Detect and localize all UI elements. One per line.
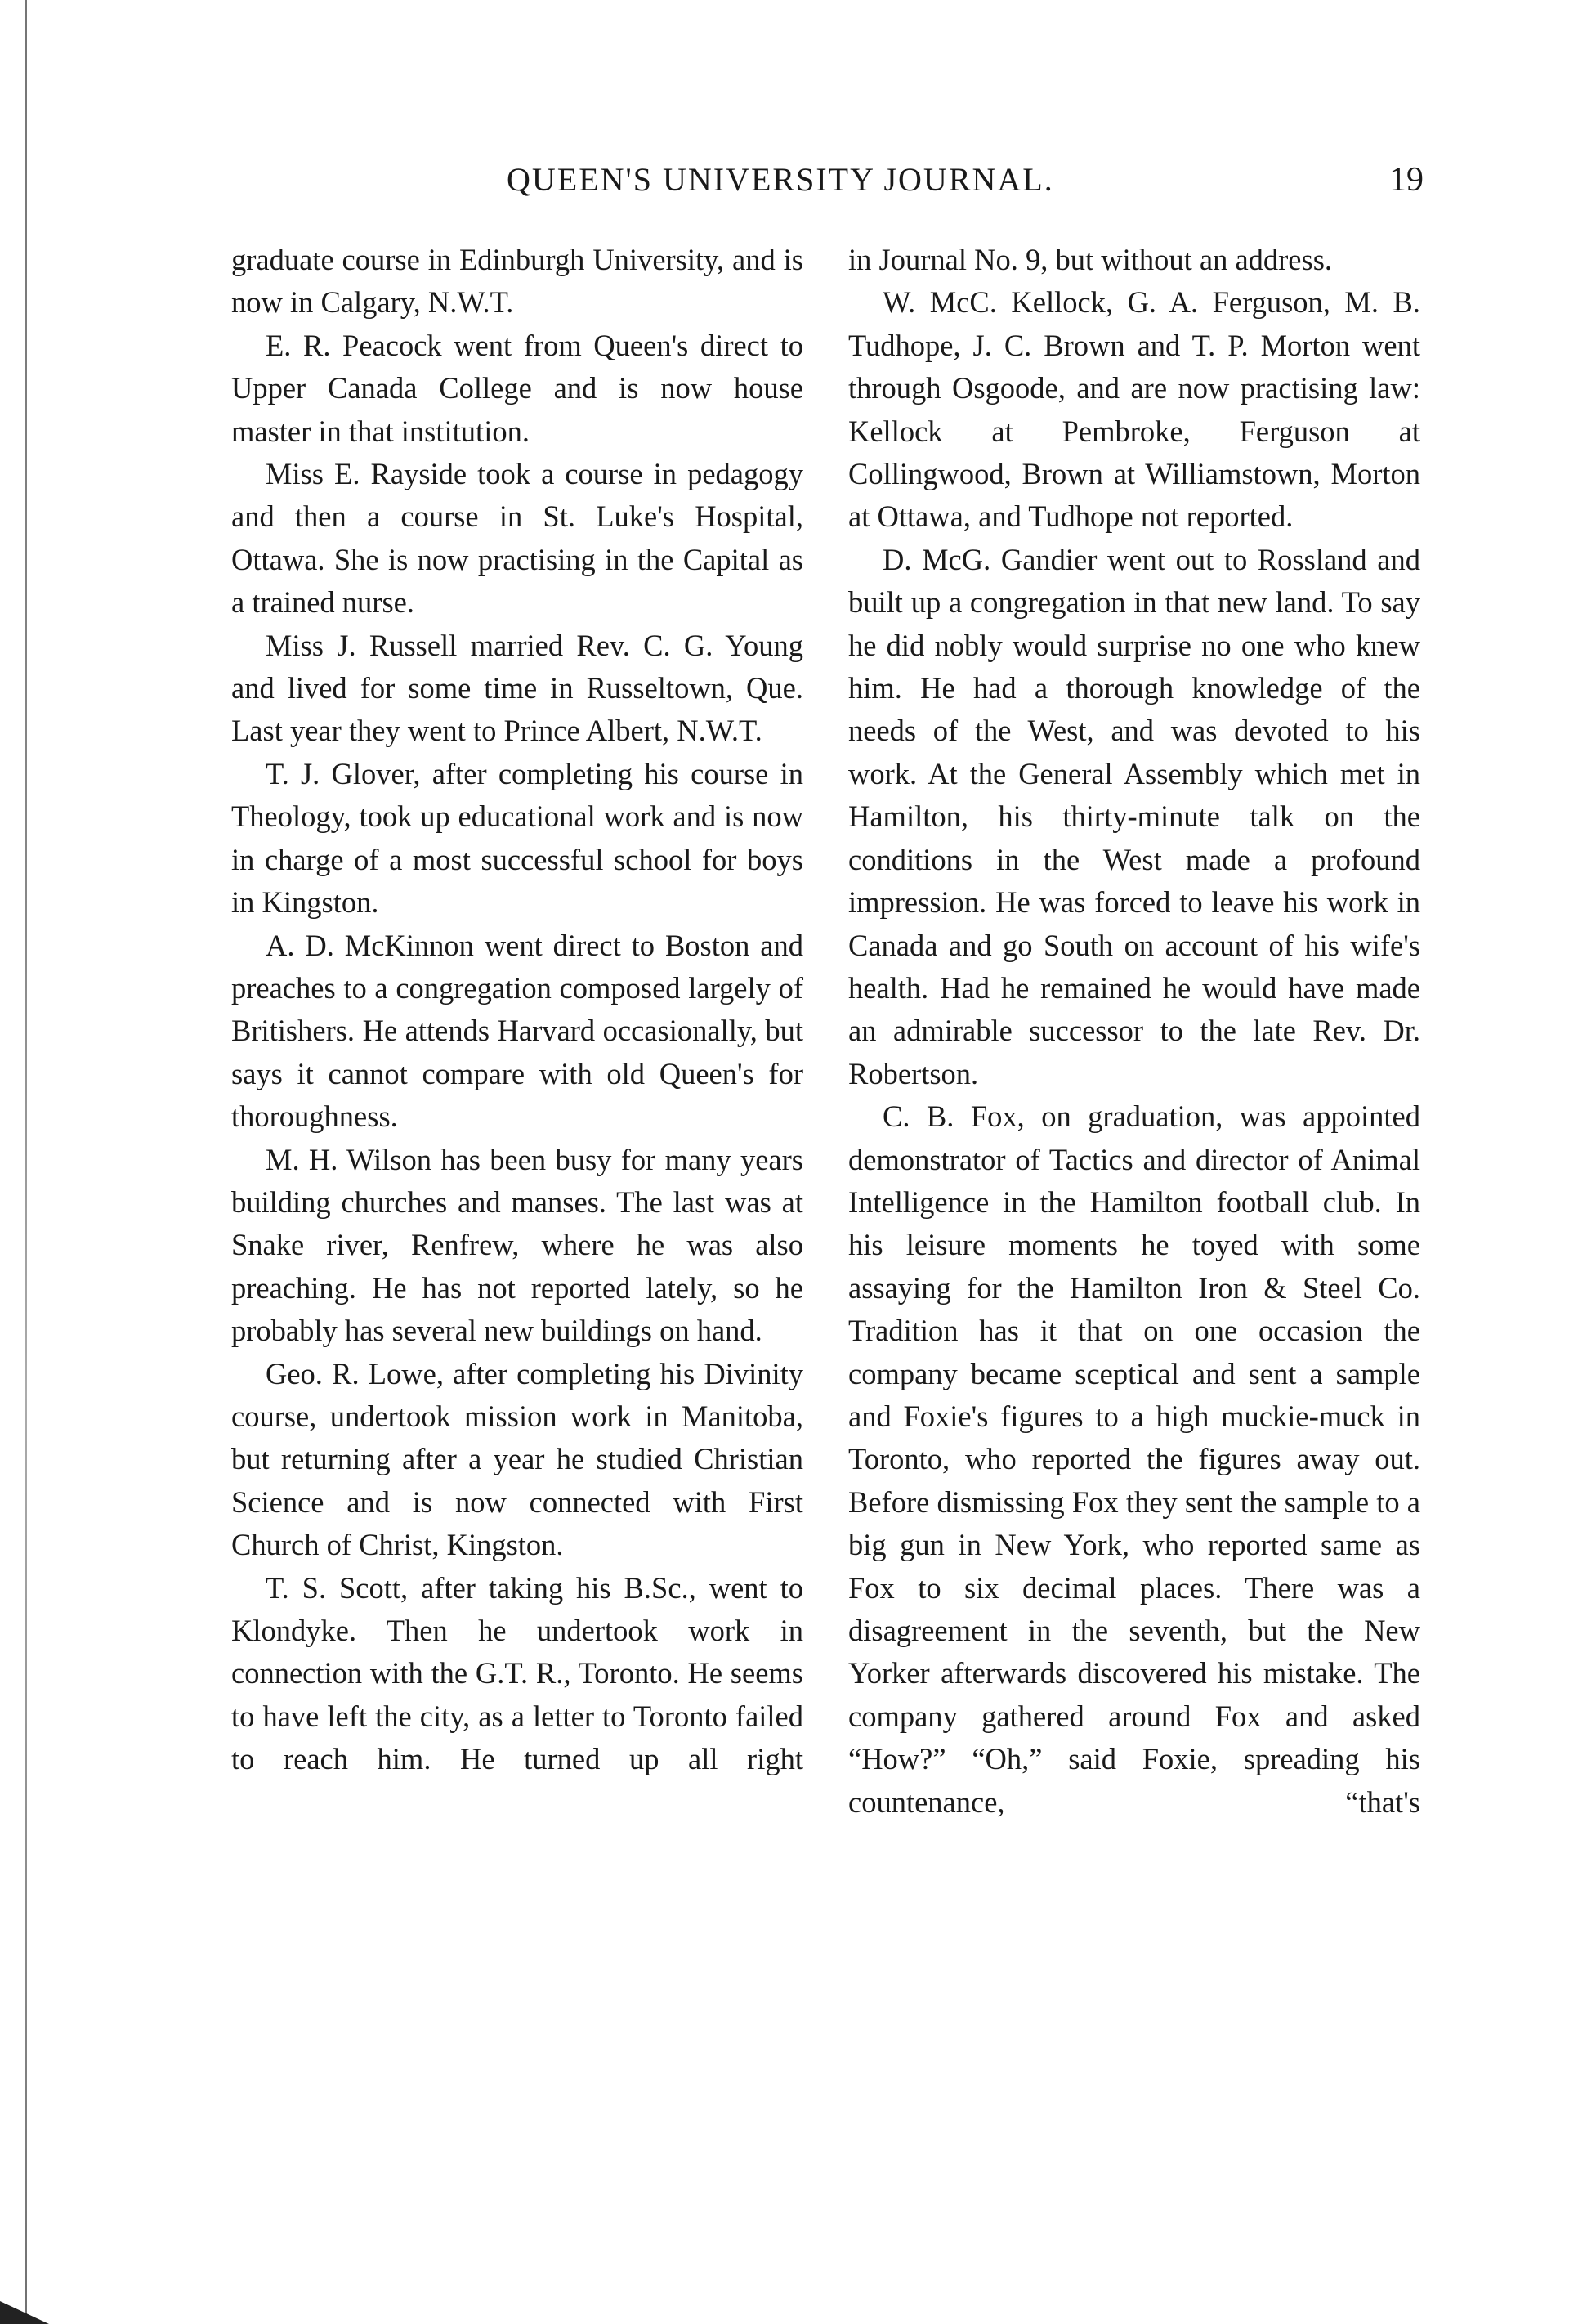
paragraph-peacock: E. R. Peacock went from Queen's direct to Upper Canada College and is now house master in that institution. — [231, 328, 803, 448]
paragraph-continued: in Journal No. 9, but without an address. — [848, 243, 1333, 276]
right-column — [848, 239, 1420, 1824]
paragraph-russell: Miss J. Russell married Rev. C. G. Young and lived for some time in Russeltown, Que. Last year they went to Prince Albert, N.W.T. — [231, 628, 803, 748]
scan-edge-shadow — [25, 0, 27, 2324]
running-title: QUEEN'S UNIVERSITY JOURNAL. — [507, 161, 1054, 198]
paragraph-scott: T. S. Scott, after taking his B.Sc., went to Klondyke. Then he undertook work in connection with the G.T. R., Toronto. He seems to have left the city, as a letter to Toronto failed to reach him. He turned up all right — [231, 1570, 803, 1776]
paragraph-continued: graduate course in Edinburgh University, and is now in Calgary, N.W.T. — [231, 243, 803, 320]
page-number: 19 — [1389, 161, 1424, 199]
paragraph-osgoode-graduates: W. McC. Kellock, G. A. Ferguson, M. B. Tudhope, J. C. Brown and T. P. Morton went through Osgoode, and are now practising law: Kellock at Pembroke, Ferguson at Collingwood, Brown at Williamstown, Morton at Ottawa, and Tudhope not reported. — [848, 285, 1420, 534]
paragraph-wilson: M. H. Wilson has been busy for many years building churches and manses. The last was at Snake river, Renfrew, where he was also preaching. He has not reported lately, so he probably has several new buildings on hand. — [231, 1142, 803, 1348]
paragraph-gandier: D. McG. Gandier went out to Rossland and built up a congregation in that new land. To say he did nobly would surprise no one who knew him. He had a thorough knowledge of the needs of the West, and was devoted to his work. At the General Assembly which met in Hamilton, his thirty-minute talk on the conditions in the West made a profound impression. He was forced to leave his work in Canada and go South on account of his wife's health. Had he remained he would have made an admirable successor to the late Rev. Dr. Robertson. — [848, 542, 1420, 1090]
paragraph-lowe: Geo. R. Lowe, after completing his Divinity course, undertook mission work in Manitoba, but returning after a year he studied Christian Science and is now connected with First Church of Christ, Kingston. — [231, 1356, 803, 1562]
paragraph-glover: T. J. Glover, after completing his course in Theology, took up educational work and is now in charge of a most successful school for boys in Kingston. — [231, 756, 803, 920]
paragraph-mckinnon: A. D. McKinnon went direct to Boston and preaches to a congregation composed largely of Britishers. He attends Harvard occasionally, but says it cannot compare with old Queen's for thoroughness. — [231, 928, 803, 1134]
left-column — [231, 239, 803, 1781]
paragraph-fox: C. B. Fox, on graduation, was appointed demonstrator of Tactics and director of Animal Intelligence in the Hamilton football club. In his leisure moments he toyed with some assaying for the Hamilton Iron & Steel Co. Tradition has it that on one occasion the company became sceptical and sent a sample and Foxie's figures to a high muckie-muck in Toronto, who reported the figures away out. Before dismissing Fox they sent the sample to a big gun in New York, who reported same as Fox to six decimal places. There was a disagreement in the seventh, but the New Yorker afterwards discovered his mistake. The company gathered around Fox and asked “How?” “Oh,” said Foxie, spreading his countenance, “that's — [848, 1099, 1420, 1819]
paragraph-rayside: Miss E. Rayside took a course in pedagogy and then a course in St. Luke's Hospital, Ottawa. She is now practising in the Capital as a trained nurse. — [231, 457, 803, 620]
